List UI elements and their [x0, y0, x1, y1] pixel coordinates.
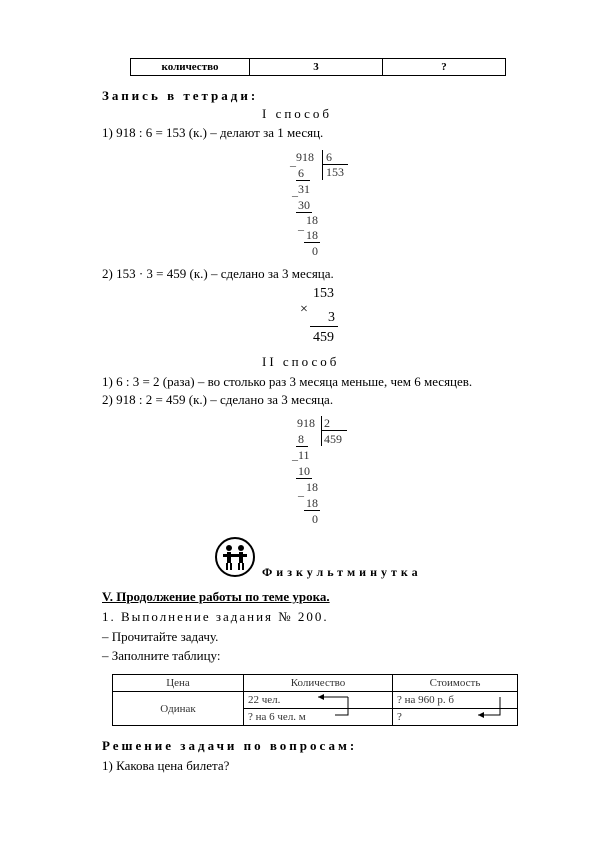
mult-b: 3	[328, 310, 335, 325]
top-table-cell-3: ?	[383, 59, 506, 76]
table-header: Количество	[244, 675, 393, 692]
remainder-row: 31	[298, 182, 310, 196]
instruction-read: – Прочитайте задачу.	[102, 629, 219, 644]
remainder-row: 0	[312, 512, 318, 526]
section5-title: V. Продолжение работы по теме урока.	[102, 589, 330, 604]
remainder-row: 18	[306, 228, 318, 242]
remainder-row: 18	[306, 496, 318, 510]
top-table-cell-1: количество	[131, 59, 250, 76]
solve-heading: Решение задачи по вопросам:	[102, 738, 358, 753]
remainder-row: 18	[306, 480, 318, 494]
method2-step2: 2) 918 : 2 = 459 (к.) – сделано за 3 месяца.	[102, 392, 334, 407]
mult-result: 459	[313, 330, 334, 345]
quotient: 153	[326, 165, 344, 179]
remainder-row: 0	[312, 244, 318, 258]
notebook-heading: Запись в тетради:	[102, 88, 259, 103]
qty-cell-2: ? на 6 чел. м	[244, 709, 393, 726]
remainder-row: 8	[298, 432, 304, 446]
remainder-row: 30	[298, 198, 310, 212]
remainder-row: 10	[298, 464, 310, 478]
divisor: 2	[324, 416, 330, 430]
price-table	[112, 674, 518, 726]
question-1: 1) Какова цена билета?	[102, 758, 230, 773]
top-table-cell-2: 3	[250, 59, 383, 76]
divisor: 6	[326, 150, 332, 164]
running-people-icon	[215, 537, 255, 577]
method2-step1: 1) 6 : 3 = 2 (раза) – во столько раз 3 месяца меньше, чем 6 месяцев.	[102, 374, 473, 389]
remainder-row: 11	[298, 448, 310, 462]
dividend: 918	[296, 150, 314, 164]
row-label: Одинак	[113, 692, 244, 726]
mult-sign: ×	[300, 302, 308, 317]
mult-a: 153	[313, 286, 334, 301]
section5-task: 1. Выполнение задания № 200.	[102, 609, 329, 624]
instruction-fill: – Заполните таблицу:	[102, 648, 221, 663]
table-header: Цена	[113, 675, 244, 692]
method1-step2: 2) 153 · 3 = 459 (к.) – сделано за 3 месяца.	[102, 266, 334, 281]
method2-title: II способ	[262, 354, 340, 369]
fizminutka-title: Физкультминутка	[262, 565, 422, 579]
qty-cell-1: 22 чел.	[244, 692, 393, 709]
remainder-row: 6	[298, 166, 304, 180]
quotient: 459	[324, 432, 342, 446]
method1-title: I способ	[262, 106, 333, 121]
dividend: 918	[297, 416, 315, 430]
cost-cell-2: ?	[393, 709, 518, 726]
top-table	[130, 58, 506, 76]
remainder-row: 18	[306, 213, 318, 227]
table-header: Стоимость	[393, 675, 518, 692]
cost-cell-1: ? на 960 р. б	[393, 692, 518, 709]
method1-step1: 1) 918 : 6 = 153 (к.) – делают за 1 месяц.	[102, 125, 324, 140]
